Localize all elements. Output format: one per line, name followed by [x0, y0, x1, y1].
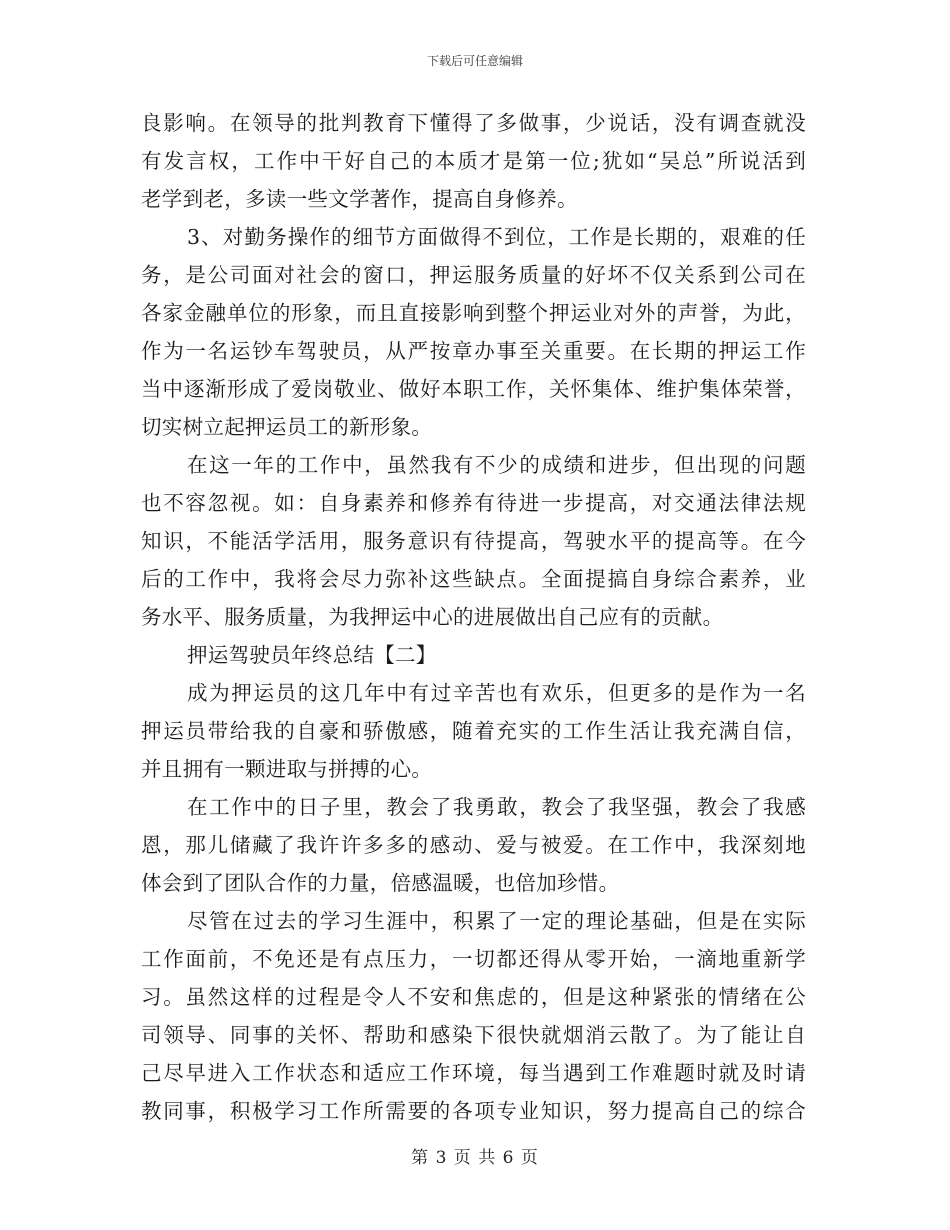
text-line: 切实树立起押运员工的新形象。: [141, 415, 433, 439]
paragraph-first-line: 在这一年的工作中，虽然我有不少的成绩和进步，但出现的问题: [187, 453, 806, 477]
page-footer: 第 3 页 共 6 页: [411, 1148, 539, 1168]
text-line: 体会到了团队合作的力量，倍感温暖，也倍加珍惜。: [141, 871, 620, 895]
text-line: 工作面前，不免还是有点压力，一切都还得从零开始，一滴地重新学: [141, 947, 806, 971]
paragraph-first-line: 尽管在过去的学习生涯中，积累了一定的理论基础，但是在实际: [187, 909, 806, 933]
page-header: 下载后可任意编辑: [426, 54, 523, 68]
text-line: 老学到老，多读一些文学著作，提高自身修养。: [141, 187, 578, 211]
text-line: 并且拥有一颗进取与拼搏的心。: [141, 757, 433, 781]
text-line: 作为一名运钞车驾驶员，从严按章办事至关重要。在长期的押运工作: [141, 339, 806, 363]
text-line: 司领导、同事的关怀、帮助和感染下很快就烟消云散了。为了能让自: [141, 1023, 806, 1047]
text-line: 当中逐渐形成了爱岗敬业、做好本职工作，关怀集体、维护集体荣誉，: [141, 377, 806, 401]
text-line: 押运员带给我的自豪和骄傲感，随着充实的工作生活让我充满自信，: [141, 719, 806, 743]
text-line: 也不容忽视。如：自身素养和修养有待进一步提高，对交通法律法规: [141, 491, 806, 515]
text-line: 习。虽然这样的过程是令人不安和焦虑的，但是这种紧张的情绪在公: [141, 985, 806, 1009]
text-line: 务，是公司面对社会的窗口，押运服务质量的好坏不仅关系到公司在: [141, 263, 806, 287]
document-body: [141, 104, 806, 1130]
text-line: 务水平、服务质量，为我押运中心的进展做出自己应有的贡献。: [141, 605, 724, 629]
paragraph-first-line: 成为押运员的这几年中有过辛苦也有欢乐，但更多的是作为一名: [187, 681, 806, 705]
text-line: 教同事，积极学习工作所需要的各项专业知识，努力提高自己的综合: [141, 1099, 806, 1123]
text-line: 有发言权，工作中干好自己的本质才是第一位;犹如“吴总”所说活到: [141, 149, 806, 173]
paragraph-first-line: 3、对勤务操作的细节方面做得不到位，工作是长期的，艰难的任: [187, 225, 806, 249]
text-line: 己尽早进入工作状态和适应工作环境，每当遇到工作难题时就及时请: [141, 1061, 806, 1085]
section-heading: 押运驾驶员年终总结【二】: [187, 643, 437, 667]
text-line: 知识，不能活学活用，服务意识有待提高，驾驶水平的提高等。在今: [141, 529, 806, 553]
paragraph-first-line: 在工作中的日子里，教会了我勇敢，教会了我坚强，教会了我感: [187, 795, 806, 819]
text-line: 良影响。在领导的批判教育下懂得了多做事，少说话，没有调查就没: [141, 111, 806, 135]
text-line: 恩，那儿储藏了我许许多多的感动、爱与被爱。在工作中，我深刻地: [141, 833, 806, 857]
text-line: 后的工作中，我将会尽力弥补这些缺点。全面提搞自身综合素养，业: [141, 567, 806, 591]
text-line: 各家金融单位的形象，而且直接影响到整个押运业对外的声誉，为此，: [141, 301, 806, 325]
